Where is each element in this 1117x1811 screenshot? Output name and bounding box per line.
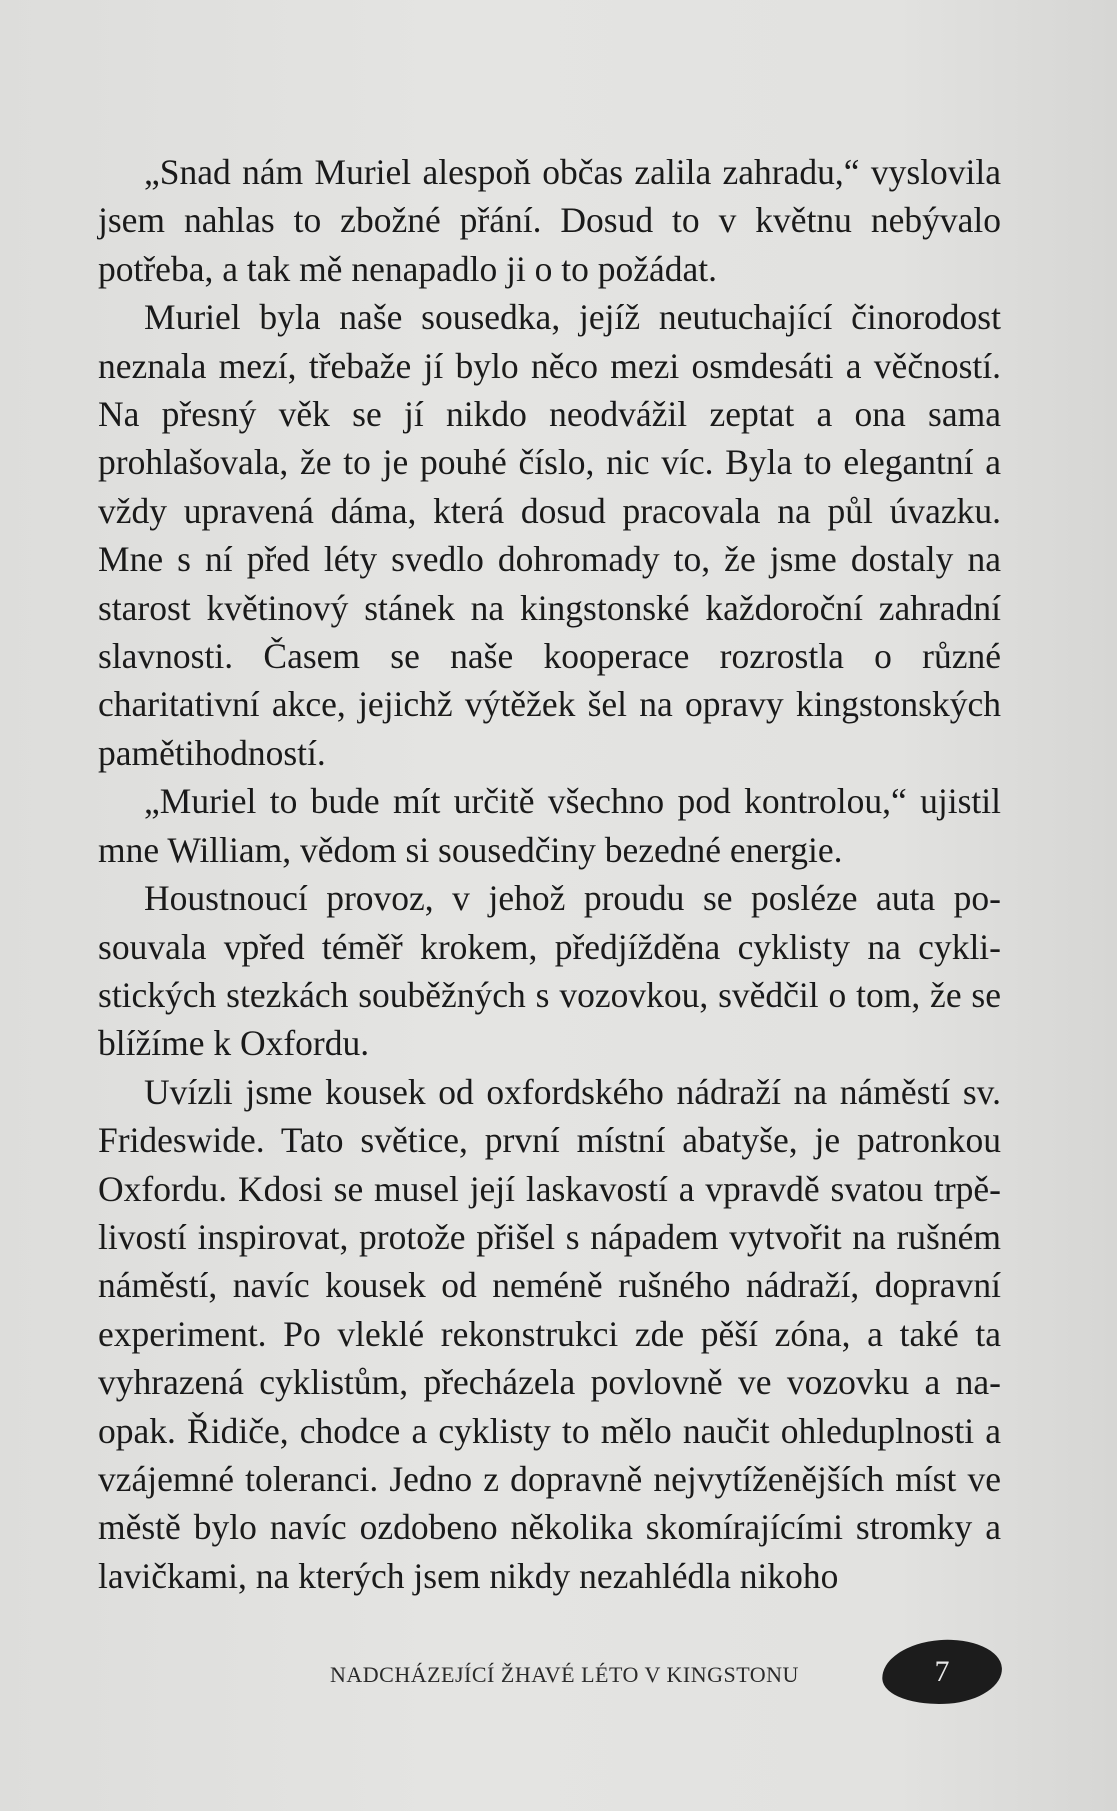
paragraph: Houstnoucí provoz, v jehož proudu se posléze auta posouvala vpřed téměř krokem, předjížděna cyklisty na cyklistických stezkách souběžných s vozovkou, svědčil o tom, že se blížíme k Oxfordu. xyxy=(98,878,1001,1064)
body-text xyxy=(98,148,1001,1600)
paragraph: Muriel byla naše sousedka, jejíž neutuchající činorodost neznala mezí, třebaže jí bylo něco mezi osmdesáti a věčností. Na přesný věk se jí nikdo neodvážil zeptat a ona sama prohlašovala, že to je pouhé číslo, nic víc. Byla to elegantní a vždy upravená dáma, která dosud pracovala na půl úvazku. Mne s ní před léty svedlo dohromady to, že jsme dostaly na starost květinový stánek na kingstonské každoroční zahradní slavnosti. Časem se naše kooperace rozrostla o různé charitativní akce, jejichž výtěžek šel na opravy kingstonských pamětihodností. xyxy=(98,297,1001,773)
page-number-badge xyxy=(880,1636,1004,1708)
running-head: NADCHÁZEJÍCÍ ŽHAVÉ LÉTO V KINGSTONU xyxy=(330,1662,799,1687)
paragraph: „Muriel to bude mít určitě všechno pod kontrolou,“ ujistil mne William, vědom si sousedčiny bezedné energie. xyxy=(98,781,1001,870)
paragraph: Uvízli jsme kousek od oxfordského nádraží na náměstí sv. Frideswide. Tato světice, první místní abatyše, je patronkou Oxfordu. Kdosi se musel její laskavostí a vpravdě svatou trpělivostí inspirovat, protože přišel s nápadem vytvořit na rušném náměstí, navíc kousek od neméně rušného nádraží, dopravní experiment. Po vleklé rekonstrukci zde pěší zóna, a také ta vyhrazená cyklistům, přecházela povlovně ve vozovku a naopak. Řidiče, chodce a cyklisty to mělo naučit ohleduplnosti a vzájemné toleranci. Jedno z dopravně nejvytíženějších míst ve městě bylo navíc ozdobeno několika skomírajícími stromky a lavičkami, na kterých jsem nikdy nezahlédla nikoho xyxy=(98,1071,1001,1596)
page-footer xyxy=(0,1640,1117,1720)
page-number: 7 xyxy=(934,1655,950,1688)
paragraph: „Snad nám Muriel alespoň občas zalila zahradu,“ vyslovila jsem nahlas to zbožné přání. Dosud to v květnu nebývalo potřeba, a tak mě nenapadlo ji o to požádat. xyxy=(98,152,1001,289)
